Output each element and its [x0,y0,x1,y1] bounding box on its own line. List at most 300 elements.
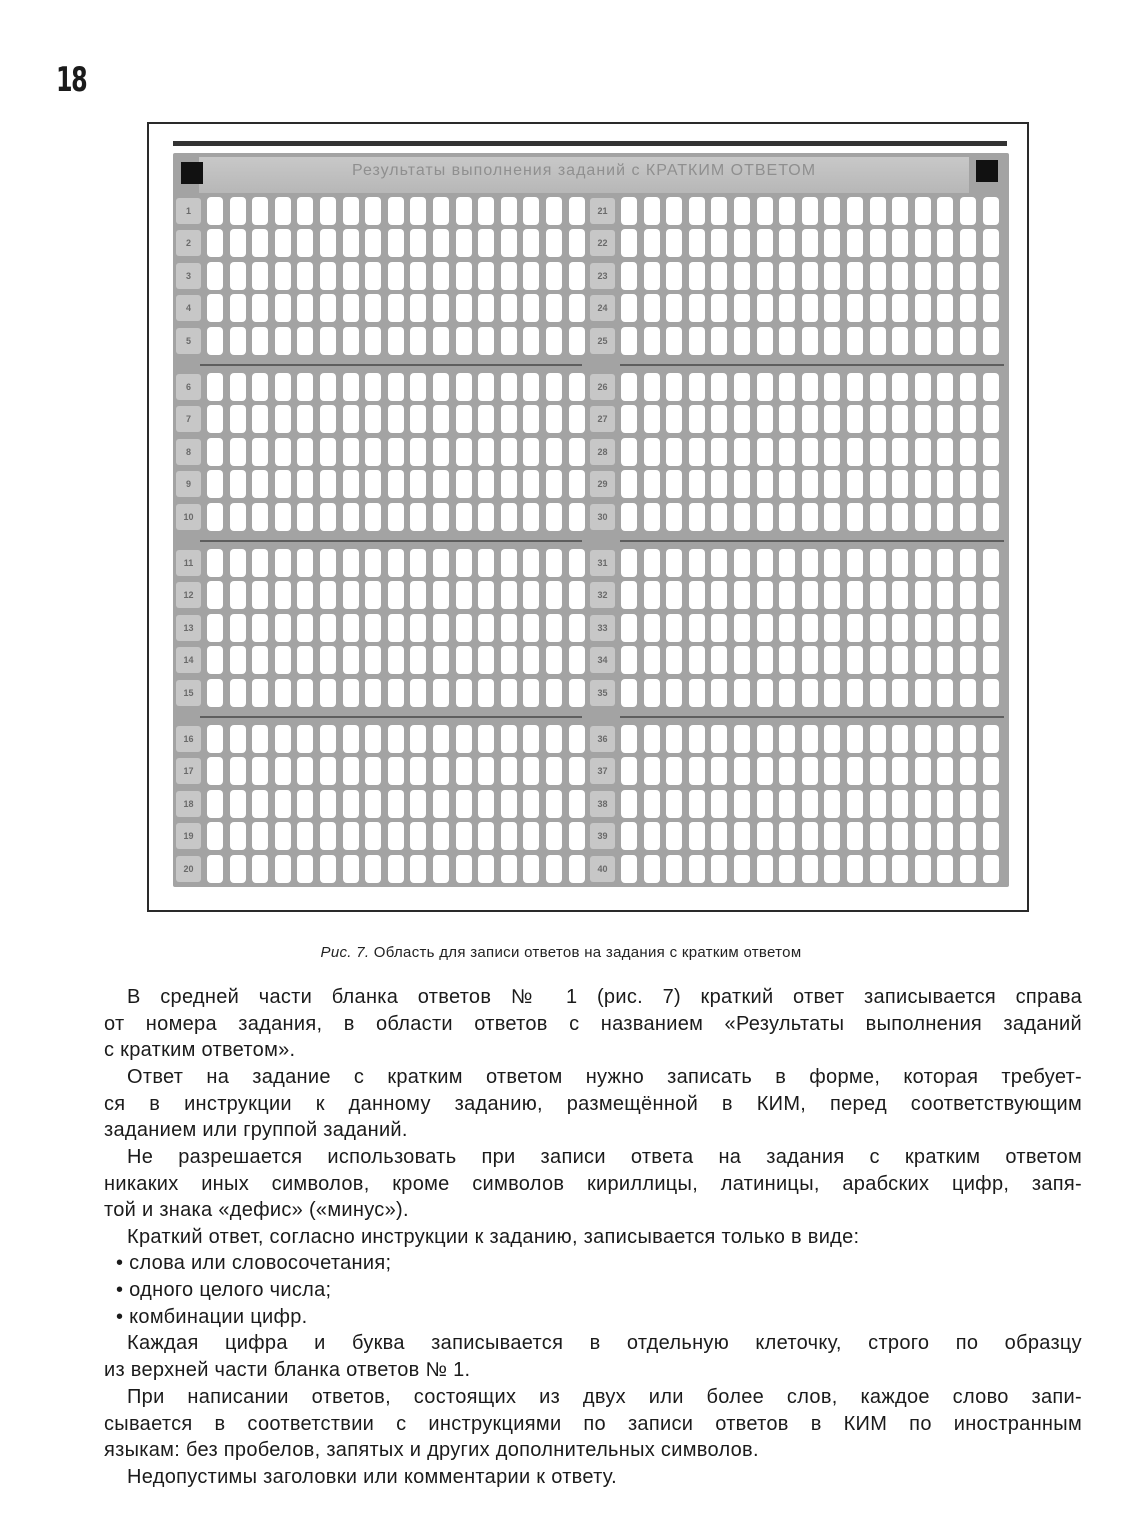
answer-box[interactable] [343,373,359,401]
answer-box[interactable] [960,757,976,785]
answer-box[interactable] [343,327,359,355]
answer-box[interactable] [433,614,449,642]
answer-box[interactable] [275,503,291,531]
answer-box[interactable] [937,229,953,257]
answer-box[interactable] [478,679,494,707]
answer-box[interactable] [621,646,637,674]
answer-box[interactable] [734,327,750,355]
answer-box[interactable] [621,327,637,355]
answer-box[interactable] [847,294,863,322]
answer-box[interactable] [937,405,953,433]
answer-box[interactable] [569,438,585,466]
answer-box[interactable] [569,373,585,401]
answer-box[interactable] [478,197,494,225]
answer-box[interactable] [365,679,381,707]
answer-box[interactable] [207,581,223,609]
answer-box[interactable] [478,373,494,401]
answer-box[interactable] [546,855,562,883]
answer-box[interactable] [915,438,931,466]
answer-box[interactable] [275,679,291,707]
answer-box[interactable] [230,790,246,818]
answer-box[interactable] [252,405,268,433]
answer-box[interactable] [870,614,886,642]
answer-box[interactable] [275,229,291,257]
answer-box[interactable] [666,405,682,433]
answer-box[interactable] [892,549,908,577]
answer-box[interactable] [915,581,931,609]
answer-box[interactable] [960,822,976,850]
answer-box[interactable] [734,614,750,642]
answer-box[interactable] [207,757,223,785]
answer-box[interactable] [410,327,426,355]
answer-box[interactable] [456,581,472,609]
answer-box[interactable] [983,405,999,433]
answer-box[interactable] [983,327,999,355]
answer-box[interactable] [757,549,773,577]
answer-box[interactable] [297,294,313,322]
answer-box[interactable] [501,855,517,883]
answer-box[interactable] [621,262,637,290]
answer-box[interactable] [757,581,773,609]
answer-box[interactable] [569,855,585,883]
answer-box[interactable] [689,757,705,785]
answer-box[interactable] [410,197,426,225]
answer-box[interactable] [546,262,562,290]
answer-box[interactable] [501,757,517,785]
answer-box[interactable] [546,757,562,785]
answer-box[interactable] [230,438,246,466]
answer-box[interactable] [456,503,472,531]
answer-box[interactable] [847,405,863,433]
answer-box[interactable] [410,646,426,674]
answer-box[interactable] [960,855,976,883]
answer-box[interactable] [666,549,682,577]
answer-box[interactable] [207,549,223,577]
answer-box[interactable] [365,294,381,322]
answer-box[interactable] [207,503,223,531]
answer-box[interactable] [892,438,908,466]
answer-box[interactable] [501,405,517,433]
answer-box[interactable] [711,197,727,225]
answer-box[interactable] [779,503,795,531]
answer-box[interactable] [666,327,682,355]
answer-box[interactable] [410,822,426,850]
answer-box[interactable] [388,405,404,433]
answer-box[interactable] [937,679,953,707]
answer-box[interactable] [230,503,246,531]
answer-box[interactable] [644,503,660,531]
answer-box[interactable] [847,262,863,290]
answer-box[interactable] [433,549,449,577]
answer-box[interactable] [546,373,562,401]
answer-box[interactable] [870,470,886,498]
answer-box[interactable] [546,294,562,322]
answer-box[interactable] [433,503,449,531]
answer-box[interactable] [666,679,682,707]
answer-box[interactable] [433,470,449,498]
answer-box[interactable] [320,679,336,707]
answer-box[interactable] [666,646,682,674]
answer-box[interactable] [870,757,886,785]
answer-box[interactable] [501,373,517,401]
answer-box[interactable] [757,725,773,753]
answer-box[interactable] [870,327,886,355]
answer-box[interactable] [757,438,773,466]
answer-box[interactable] [546,470,562,498]
answer-box[interactable] [501,549,517,577]
answer-box[interactable] [569,503,585,531]
answer-box[interactable] [915,646,931,674]
answer-box[interactable] [365,438,381,466]
answer-box[interactable] [388,327,404,355]
answer-box[interactable] [569,725,585,753]
answer-box[interactable] [252,725,268,753]
answer-box[interactable] [207,679,223,707]
answer-box[interactable] [365,646,381,674]
answer-box[interactable] [433,790,449,818]
answer-box[interactable] [915,855,931,883]
answer-box[interactable] [456,262,472,290]
answer-box[interactable] [410,229,426,257]
answer-box[interactable] [666,725,682,753]
answer-box[interactable] [320,614,336,642]
answer-box[interactable] [365,197,381,225]
answer-box[interactable] [983,790,999,818]
answer-box[interactable] [320,327,336,355]
answer-box[interactable] [757,855,773,883]
answer-box[interactable] [870,294,886,322]
answer-box[interactable] [960,373,976,401]
answer-box[interactable] [689,581,705,609]
answer-box[interactable] [892,405,908,433]
answer-box[interactable] [546,197,562,225]
answer-box[interactable] [456,327,472,355]
answer-box[interactable] [388,855,404,883]
answer-box[interactable] [779,855,795,883]
answer-box[interactable] [937,197,953,225]
answer-box[interactable] [847,614,863,642]
answer-box[interactable] [365,822,381,850]
answer-box[interactable] [207,197,223,225]
answer-box[interactable] [644,405,660,433]
answer-box[interactable] [983,855,999,883]
answer-box[interactable] [275,822,291,850]
answer-box[interactable] [802,327,818,355]
answer-box[interactable] [847,725,863,753]
answer-box[interactable] [275,646,291,674]
answer-box[interactable] [802,855,818,883]
answer-box[interactable] [937,822,953,850]
answer-box[interactable] [824,646,840,674]
answer-box[interactable] [983,262,999,290]
answer-box[interactable] [734,855,750,883]
answer-box[interactable] [689,373,705,401]
answer-box[interactable] [915,197,931,225]
answer-box[interactable] [546,503,562,531]
answer-box[interactable] [546,646,562,674]
answer-box[interactable] [621,679,637,707]
answer-box[interactable] [711,790,727,818]
answer-box[interactable] [569,262,585,290]
answer-box[interactable] [456,614,472,642]
answer-box[interactable] [297,822,313,850]
answer-box[interactable] [915,470,931,498]
answer-box[interactable] [711,373,727,401]
answer-box[interactable] [666,503,682,531]
answer-box[interactable] [802,503,818,531]
answer-box[interactable] [252,262,268,290]
answer-box[interactable] [644,679,660,707]
answer-box[interactable] [275,262,291,290]
answer-box[interactable] [711,581,727,609]
answer-box[interactable] [275,549,291,577]
answer-box[interactable] [388,373,404,401]
answer-box[interactable] [802,229,818,257]
answer-box[interactable] [983,438,999,466]
answer-box[interactable] [388,757,404,785]
answer-box[interactable] [501,679,517,707]
answer-box[interactable] [802,725,818,753]
answer-box[interactable] [343,646,359,674]
answer-box[interactable] [757,405,773,433]
answer-box[interactable] [569,581,585,609]
answer-box[interactable] [275,725,291,753]
answer-box[interactable] [230,294,246,322]
answer-box[interactable] [433,197,449,225]
answer-box[interactable] [802,822,818,850]
answer-box[interactable] [501,614,517,642]
answer-box[interactable] [252,229,268,257]
answer-box[interactable] [297,197,313,225]
answer-box[interactable] [666,790,682,818]
answer-box[interactable] [252,373,268,401]
answer-box[interactable] [937,614,953,642]
answer-box[interactable] [569,679,585,707]
answer-box[interactable] [297,327,313,355]
answer-box[interactable] [802,581,818,609]
answer-box[interactable] [779,373,795,401]
answer-box[interactable] [320,503,336,531]
answer-box[interactable] [757,757,773,785]
answer-box[interactable] [734,197,750,225]
answer-box[interactable] [960,405,976,433]
answer-box[interactable] [960,549,976,577]
answer-box[interactable] [937,438,953,466]
answer-box[interactable] [870,822,886,850]
answer-box[interactable] [779,790,795,818]
answer-box[interactable] [275,790,291,818]
answer-box[interactable] [456,790,472,818]
answer-box[interactable] [252,646,268,674]
answer-box[interactable] [915,822,931,850]
answer-box[interactable] [275,327,291,355]
answer-box[interactable] [802,470,818,498]
answer-box[interactable] [523,438,539,466]
answer-box[interactable] [802,294,818,322]
answer-box[interactable] [960,790,976,818]
answer-box[interactable] [689,438,705,466]
answer-box[interactable] [523,405,539,433]
answer-box[interactable] [297,646,313,674]
answer-box[interactable] [711,327,727,355]
answer-box[interactable] [433,405,449,433]
answer-box[interactable] [757,503,773,531]
answer-box[interactable] [478,855,494,883]
answer-box[interactable] [433,229,449,257]
answer-box[interactable] [711,503,727,531]
answer-box[interactable] [478,549,494,577]
answer-box[interactable] [915,549,931,577]
answer-box[interactable] [621,438,637,466]
answer-box[interactable] [734,438,750,466]
answer-box[interactable] [433,438,449,466]
answer-box[interactable] [824,438,840,466]
answer-box[interactable] [501,503,517,531]
answer-box[interactable] [230,229,246,257]
answer-box[interactable] [569,790,585,818]
answer-box[interactable] [365,470,381,498]
answer-box[interactable] [501,470,517,498]
answer-box[interactable] [388,470,404,498]
answer-box[interactable] [388,679,404,707]
answer-box[interactable] [410,679,426,707]
answer-box[interactable] [388,438,404,466]
answer-box[interactable] [501,262,517,290]
answer-box[interactable] [433,822,449,850]
answer-box[interactable] [410,725,426,753]
answer-box[interactable] [388,790,404,818]
answer-box[interactable] [983,646,999,674]
answer-box[interactable] [734,294,750,322]
answer-box[interactable] [689,646,705,674]
answer-box[interactable] [388,503,404,531]
answer-box[interactable] [478,470,494,498]
answer-box[interactable] [230,614,246,642]
answer-box[interactable] [983,197,999,225]
answer-box[interactable] [892,822,908,850]
answer-box[interactable] [870,725,886,753]
answer-box[interactable] [870,679,886,707]
answer-box[interactable] [343,790,359,818]
answer-box[interactable] [365,581,381,609]
answer-box[interactable] [689,229,705,257]
answer-box[interactable] [779,614,795,642]
answer-box[interactable] [621,822,637,850]
answer-box[interactable] [230,725,246,753]
answer-box[interactable] [275,855,291,883]
answer-box[interactable] [734,581,750,609]
answer-box[interactable] [802,679,818,707]
answer-box[interactable] [937,790,953,818]
answer-box[interactable] [501,646,517,674]
answer-box[interactable] [297,757,313,785]
answer-box[interactable] [320,438,336,466]
answer-box[interactable] [275,197,291,225]
answer-box[interactable] [644,327,660,355]
answer-box[interactable] [666,757,682,785]
answer-box[interactable] [644,229,660,257]
answer-box[interactable] [689,614,705,642]
answer-box[interactable] [847,327,863,355]
answer-box[interactable] [757,679,773,707]
answer-box[interactable] [960,470,976,498]
answer-box[interactable] [523,294,539,322]
answer-box[interactable] [365,503,381,531]
answer-box[interactable] [892,294,908,322]
answer-box[interactable] [892,725,908,753]
answer-box[interactable] [410,470,426,498]
answer-box[interactable] [621,470,637,498]
answer-box[interactable] [456,679,472,707]
answer-box[interactable] [523,790,539,818]
answer-box[interactable] [252,294,268,322]
answer-box[interactable] [666,438,682,466]
answer-box[interactable] [870,646,886,674]
answer-box[interactable] [734,646,750,674]
answer-box[interactable] [230,262,246,290]
answer-box[interactable] [802,646,818,674]
answer-box[interactable] [523,679,539,707]
answer-box[interactable] [892,790,908,818]
answer-box[interactable] [365,725,381,753]
answer-box[interactable] [478,614,494,642]
answer-box[interactable] [870,790,886,818]
answer-box[interactable] [779,327,795,355]
answer-box[interactable] [230,327,246,355]
answer-box[interactable] [252,822,268,850]
answer-box[interactable] [757,614,773,642]
answer-box[interactable] [523,470,539,498]
answer-box[interactable] [644,438,660,466]
answer-box[interactable] [569,757,585,785]
answer-box[interactable] [734,549,750,577]
answer-box[interactable] [915,679,931,707]
answer-box[interactable] [892,646,908,674]
answer-box[interactable] [824,790,840,818]
answer-box[interactable] [824,470,840,498]
answer-box[interactable] [320,822,336,850]
answer-box[interactable] [456,405,472,433]
answer-box[interactable] [297,262,313,290]
answer-box[interactable] [456,646,472,674]
answer-box[interactable] [523,549,539,577]
answer-box[interactable] [847,581,863,609]
answer-box[interactable] [343,679,359,707]
answer-box[interactable] [915,503,931,531]
answer-box[interactable] [757,197,773,225]
answer-box[interactable] [456,757,472,785]
answer-box[interactable] [824,327,840,355]
answer-box[interactable] [666,373,682,401]
answer-box[interactable] [546,229,562,257]
answer-box[interactable] [689,327,705,355]
answer-box[interactable] [779,405,795,433]
answer-box[interactable] [478,822,494,850]
answer-box[interactable] [711,822,727,850]
answer-box[interactable] [757,646,773,674]
answer-box[interactable] [983,822,999,850]
answer-box[interactable] [666,262,682,290]
answer-box[interactable] [275,470,291,498]
answer-box[interactable] [501,790,517,818]
answer-box[interactable] [870,197,886,225]
answer-box[interactable] [569,614,585,642]
answer-box[interactable] [915,614,931,642]
answer-box[interactable] [689,294,705,322]
answer-box[interactable] [207,790,223,818]
answer-box[interactable] [983,757,999,785]
answer-box[interactable] [937,503,953,531]
